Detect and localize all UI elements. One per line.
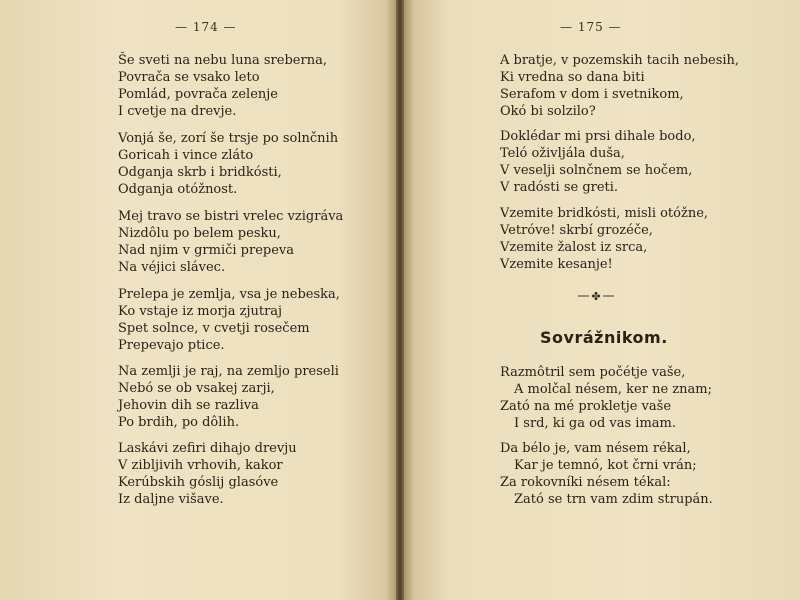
poem-stanza-1 xyxy=(500,364,712,432)
ornament-divider xyxy=(576,287,616,302)
poem-line: Jehovin dih se razliva xyxy=(118,398,259,413)
poem-line: Doklédar mi prsi dihale bodo, xyxy=(500,129,696,144)
ornament-glyph: ✤ xyxy=(591,290,601,302)
poem-line: Iz daljne višave. xyxy=(118,492,224,507)
left-stanza-2 xyxy=(118,130,338,198)
poem-line: Pomlád, povrača zelenje xyxy=(118,87,278,102)
poem-line: A bratje, v pozemskih tacih nebesih, xyxy=(500,53,740,68)
right-stanza-3 xyxy=(500,205,708,273)
poem-line: Okó bi solzilo? xyxy=(500,104,596,119)
right-stanza-1 xyxy=(500,52,739,120)
poem-line: Kar je temnó, kot črni vrán; xyxy=(514,458,697,473)
poem-line: Razmôtril sem počétje vaše, xyxy=(500,365,686,380)
poem-line: Odganja otóžnost. xyxy=(118,182,238,197)
poem-line: Spet solnce, v cvetji rosečem xyxy=(118,321,310,336)
left-page-number-value: 174 xyxy=(192,20,219,34)
right-stanza-2 xyxy=(500,128,696,196)
left-stanza-3 xyxy=(118,208,343,276)
poem-line: Za rokovníki nésem tékal: xyxy=(500,475,671,490)
left-stanza-6 xyxy=(118,440,297,508)
poem-line: V veselji solnčnem se hočem, xyxy=(500,163,693,178)
poem-line: Nebó se ob vsakej zarji, xyxy=(118,381,275,396)
poem-line: Vzemite žalost iz srca, xyxy=(500,240,648,255)
poem-line: Mej travo se bistri vrelec vzigráva xyxy=(118,209,344,224)
poem-line: Serafom v dom i svetnikom, xyxy=(500,87,684,102)
poem-line: V radósti se greti. xyxy=(500,180,619,195)
poem-line: Na zemlji je raj, na zemljo preseli xyxy=(118,364,339,379)
poem-line: A molčal nésem, ker ne znam; xyxy=(514,382,712,397)
poem-line: Teló oživljála duša, xyxy=(500,146,625,161)
poem-line: Kerúbskih góslij glasóve xyxy=(118,475,279,490)
poem-line: Vonjá še, zorí še trsje po solnčnih xyxy=(118,131,339,146)
poem-line: I srd, ki ga od vas imam. xyxy=(514,416,676,431)
poem-line: Na véjici slávec. xyxy=(118,260,226,275)
left-page-number: — 174 — xyxy=(175,20,237,34)
left-stanza-1 xyxy=(118,52,327,120)
left-stanza-4 xyxy=(118,286,340,354)
poem-line: V zibljivih vrhovih, kakor xyxy=(118,458,283,473)
poem-title: Sovrážnikom. xyxy=(540,328,668,347)
poem-line: Ko vstaje iz morja zjutraj xyxy=(118,304,283,319)
poem-line: Nad njim v grmiči prepeva xyxy=(118,243,295,258)
right-page-number-value: 175 xyxy=(577,20,604,34)
poem-line: Laskávi zefiri dihajo drevju xyxy=(118,441,297,456)
poem-line: I cvetje na drevje. xyxy=(118,104,237,119)
poem-line: Še sveti na nebu luna sreberna, xyxy=(118,53,327,68)
poem-line: Prelepa je zemlja, vsa je nebeska, xyxy=(118,287,340,302)
poem-line: Ki vredna so dana biti xyxy=(500,70,645,85)
book-gutter xyxy=(396,0,404,600)
poem-line: Prepevajo ptice. xyxy=(118,338,225,353)
poem-line: Po brdih, po dôlih. xyxy=(118,415,240,430)
poem-line: Odganja skrb i bridkósti, xyxy=(118,165,282,180)
poem-line: Vetróve! skrbí grozéče, xyxy=(500,223,653,238)
poem-line: Nizdôlu po belem pesku, xyxy=(118,226,281,241)
poem-stanza-2 xyxy=(500,440,713,508)
poem-line: Vzemite kesanje! xyxy=(500,257,613,272)
poem-line: Povrača se vsako leto xyxy=(118,70,260,85)
left-stanza-5 xyxy=(118,363,339,431)
poem-line: Zató se trn vam zdim strupán. xyxy=(514,492,713,507)
poem-line: Da bélo je, vam nésem rékal, xyxy=(500,441,691,456)
poem-line: Vzemite bridkósti, misli otóžne, xyxy=(500,206,709,221)
poem-line: Goricah i vince zláto xyxy=(118,148,254,163)
poem-line: Zató na mé prokletje vaše xyxy=(500,399,672,414)
right-page-number: — 175 — xyxy=(560,20,622,34)
ornament-icon xyxy=(576,290,616,302)
